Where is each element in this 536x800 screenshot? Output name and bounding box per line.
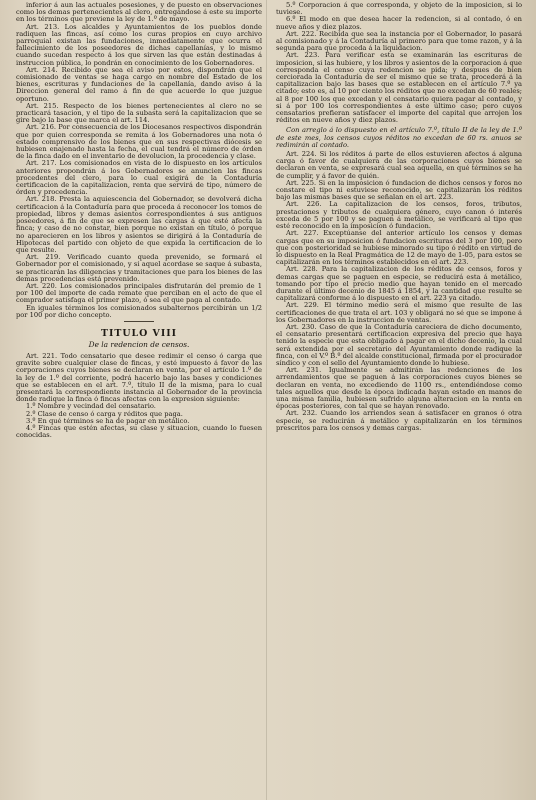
article-paragraph: Art. 216. Por consecuencia de los Diocesanos respectivos dispondrán que por quien corresponda se remita á los Gobernadores una nota ó estado comprensivo de los bienes que en sus respectivas diócesis se hubiesen enajenado hasta la fecha, el cual tendrá el número de órden de la finca dado en el inventario de devolucion, la procedencia y clase. [16, 123, 262, 161]
article-paragraph: Art. 228. Para la capitalizacion de los réditos de censos, foros y demas cargas que se paguen en especie, se reducirá esta á metálico, tomando por tipo el precio medio que hayan tenido en el mercado durante el último decenio de 1845 á 1854, y la cantidad que resulte se capitalizará conforme á lo dispuesto en el art. 223 ya citado. [276, 265, 522, 303]
article-paragraph: 6.º El modo en que desea hacer la redencion, si al contado, ó en nueve años y diez plazos. [276, 15, 522, 31]
article-paragraph: 1.º Nombre y vecindad del censatario. [26, 402, 156, 411]
article-paragraph: 2.º Clase de censo ó carga y réditos que paga. [26, 409, 183, 418]
article-paragraph: Art. 227. Exceptúanse del anterior artículo los censos y demas cargas que en su imposicion ó fundacion escrituras del 3 por 100, pero que con posterioridad se hubiese minorado su tipo ó rédito en virtud de lo dispuesto en la Real Pragmática de 12 de mayo de 1-05, para estos se capitalizarán en los términos establecidos en el art. 223. [276, 229, 522, 267]
article-paragraph: Art. 223. Para verificar esta se examinarán las escrituras de imposicion, si las hubiere, y los libros y asientos de la corporacion á que corresponda el censo cuya redencion se pida; y despues de bien cerciorada la Contaduría de ser el mismo que se trata, procederá á la capitalizacion bajo las bases que se establecen en el artículo 7.º ya citado; esto es, al 10 por ciento los réditos que no excedan de 60 reales; al 8 por 100 los que excedan y el censatario quiera pagar al contado, y si á por 100 los correspondientes á este último caso; pero cuyos censatarios prefieran satisfacer el importe del capital que arrojen los réditos en nueve años y diez plazos. [276, 51, 522, 125]
right-column-top-text [276, 2, 522, 124]
section-title: TITULO VIII [101, 327, 177, 339]
section-subtitle: De la redencion de censos. [88, 339, 190, 349]
right-column-bottom-text [276, 151, 522, 432]
article-paragraph: Art. 230. Caso de que la Contaduría careciera de dicho documento, el censatario presentará certificacion expresiva del precio que haya tenido la especie que esta obligado á pagar en el dicho decenio, la cual será extendida por el secretario del Ayuntamiento donde radique la finca, con el V.º B.º del alcalde constitucional, firmada por el procurador síndico y con el sello del Ayuntamiento donde lo hubiese. [276, 322, 522, 367]
left-column-top-text [16, 2, 262, 319]
section-rule [124, 321, 154, 322]
article-paragraph: 5.º Corporacion á que corresponda, y objeto de la imposicion, si lo tuviese. [276, 1, 522, 17]
column-divider [266, 0, 267, 800]
left-column-bottom-text [16, 353, 262, 439]
article-paragraph: Art. 221. Todo censatario que desee redimir el censo ó carga que gravite sobre cualquier clase de fincas, y esté impuesto á favor de las corporaciones cuyos bienes se declaran en venta, por el artículo 1.º de la ley de 1.º del corriente, podrá hacerlo bajo las bases y condiciones que se establecen en el art. 7.º, título II de la misma, para lo cual presentará la correspondiente instancia al Gobernador de la provincia donde radique la finca ó fincas afectas con la expresion siguiente: [16, 351, 262, 404]
article-paragraph: Art. 225. Si en la imposicion ó fundacion de dichos censos y foros no constare el tipo ni estuviese reconocido, se capitalizarán los réditos bajo las mismas bases que se señalan en el art. 223. [276, 178, 522, 202]
article-paragraph: Art. 231. Igualmente se admitirán las redenciones de los arrendamientos que se paguen á las corporaciones cuyos bienes se declaran en venta, no excediendo de 1100 rs., entendiéndose como tales aquellos que desde la época indicada hayan estado en manos de una misma familia, hubiesen sufrido alguna alteracion en la renta en épocas posteriores, con tal que se hayan renovado. [276, 366, 522, 411]
italic-note: Con arreglo á lo dispuesto en el artículo 7.º, título II de la ley de 1.º de este mes, los censos cuyos réditos no excedan de 60 rs. anuos se redimirán al contado. [276, 126, 522, 149]
article-paragraph: Art. 222. Recibida que sea la instancia por el Gobernador, lo pasará al comisionado y á la Contaduría al primero para que tome razon, y á la segunda para que proceda á la liquidacion. [276, 29, 522, 53]
article-paragraph: Art. 217. Los comisionados en vista de lo dispuesto en los artículos anteriores propondrán á los Gobernadores se anuncien las fincas procedentes del clero, para lo cual exigirá de la Contaduría certificacion de la capitalizacion, renta que servirá de tipo, número de órden y procedencia. [16, 159, 262, 197]
article-paragraph: Art. 219. Verificado cuanto queda prevenido, se formará el Gobernador por el comisionado, y si aquel acordase se saque á subasta, se practicarán las diligencias y tramitaciones que para los bienes de las demas procedencias está prevenido. [16, 253, 262, 283]
article-paragraph: Art. 213. Los alcaldes y Ayuntamientos de los pueblos donde radiquen las fincas, así como los curas propios en cuyo archivo parroquial existan las fundaciones, inmediatamente que ocurra el fallecimiento de los poseedores de dichas capellanías, y lo mismo cuando sucedan respecto á los que sirven las que están destinadas á instruccion pública, lo pondrán en conocimiento de los Gobernadores. [16, 22, 262, 67]
article-paragraph: Art. 220. Los comisionados principales disfrutarán del premio de 1 por 100 del importe de cada remate que perciban en el acto de que el comprador satisfaga el primer plazo, ó sea el que paga al contado. [16, 281, 262, 305]
article-paragraph: 4.º Fincas que estén afectas, su clase y situacion, cuando lo fuesen conocidas. [16, 423, 262, 440]
article-paragraph: Art. 215. Respecto de los bienes pertenecientes al clero no se practicará tasacion, y el tipo de la subasta será la capitalizacion que se gire bajo la base que marca el art. 114. [16, 101, 262, 125]
article-paragraph: Art. 224. Si los réditos á parte de ellos estuvieren afectos á alguna carga ó favor de cualquiera de las corporaciones cuyos bienes se declaran en venta, se expresará cual sea aquella, en qué términos se ha de cumplir, y á favor de quién. [276, 150, 522, 180]
article-paragraph: inferior á aun las actuales posesiones, y de puesto en observaciones como los demas pertenecientes al clero, entregándose á este su importe en los términos que previene la ley de 1.º de mayo. [16, 1, 262, 24]
right-column [276, 2, 522, 432]
article-paragraph: Art. 218. Presta la aquiescencia del Gobernador, se devolverá dicha certificacion á la Contaduría para que proceda á reconocer los tomos de propiedad, libros y demas asientos correspondientes á sus antiguos poseedores, á fin de que se expresen las cargas á que esté afecta la finca; y caso de no constar, bien porque no existan en título, ó porque no aparecieren en los libros y asientos se dirigirá á la Contaduría de Hipotecas del partido con objeto de que expida la certificacion de lo que resulte. [16, 195, 262, 254]
article-paragraph: Art. 214. Recibido que sea el aviso por estos, dispondrán que el comisionado de ventas se haga cargo en nombre del Estado de los bienes, escrituras y fundaciones de la capellanía, dando aviso á la Direccion general del ramo á fin de que acuerde lo que juzgue oportuno. [16, 65, 262, 103]
article-paragraph: 3.º En qué términos se ha de pagar en metálico. [26, 416, 190, 425]
article-paragraph: Art. 232. Cuando los arriendos sean á satisfacer en granos ó otra especie, se reducirán á metálico y capitalizarán en los términos prescritos para los censos y demas cargas. [276, 409, 522, 432]
article-paragraph: Art. 229. El término medio será el mismo que resulte de las certificaciones de que trata el art. 103 y obligará no sé que se impone á los Gobernadores en la instruccion de ventas. [276, 301, 522, 324]
article-paragraph: Art. 226. La capitalizacion de los censos, foros, tributos, prestaciones y tributos de cualquiera género, cuyo canon ó interés exceda de 5 por 100 y se paguen á metálico, se verificará al tipo que esté reconocido en la imposicion ó fundacion. [276, 200, 522, 231]
article-paragraph: En iguales términos los comisionados subalternos percibirán un 1/2 por 100 por dicho concepto. [16, 303, 262, 319]
left-column [16, 2, 262, 439]
